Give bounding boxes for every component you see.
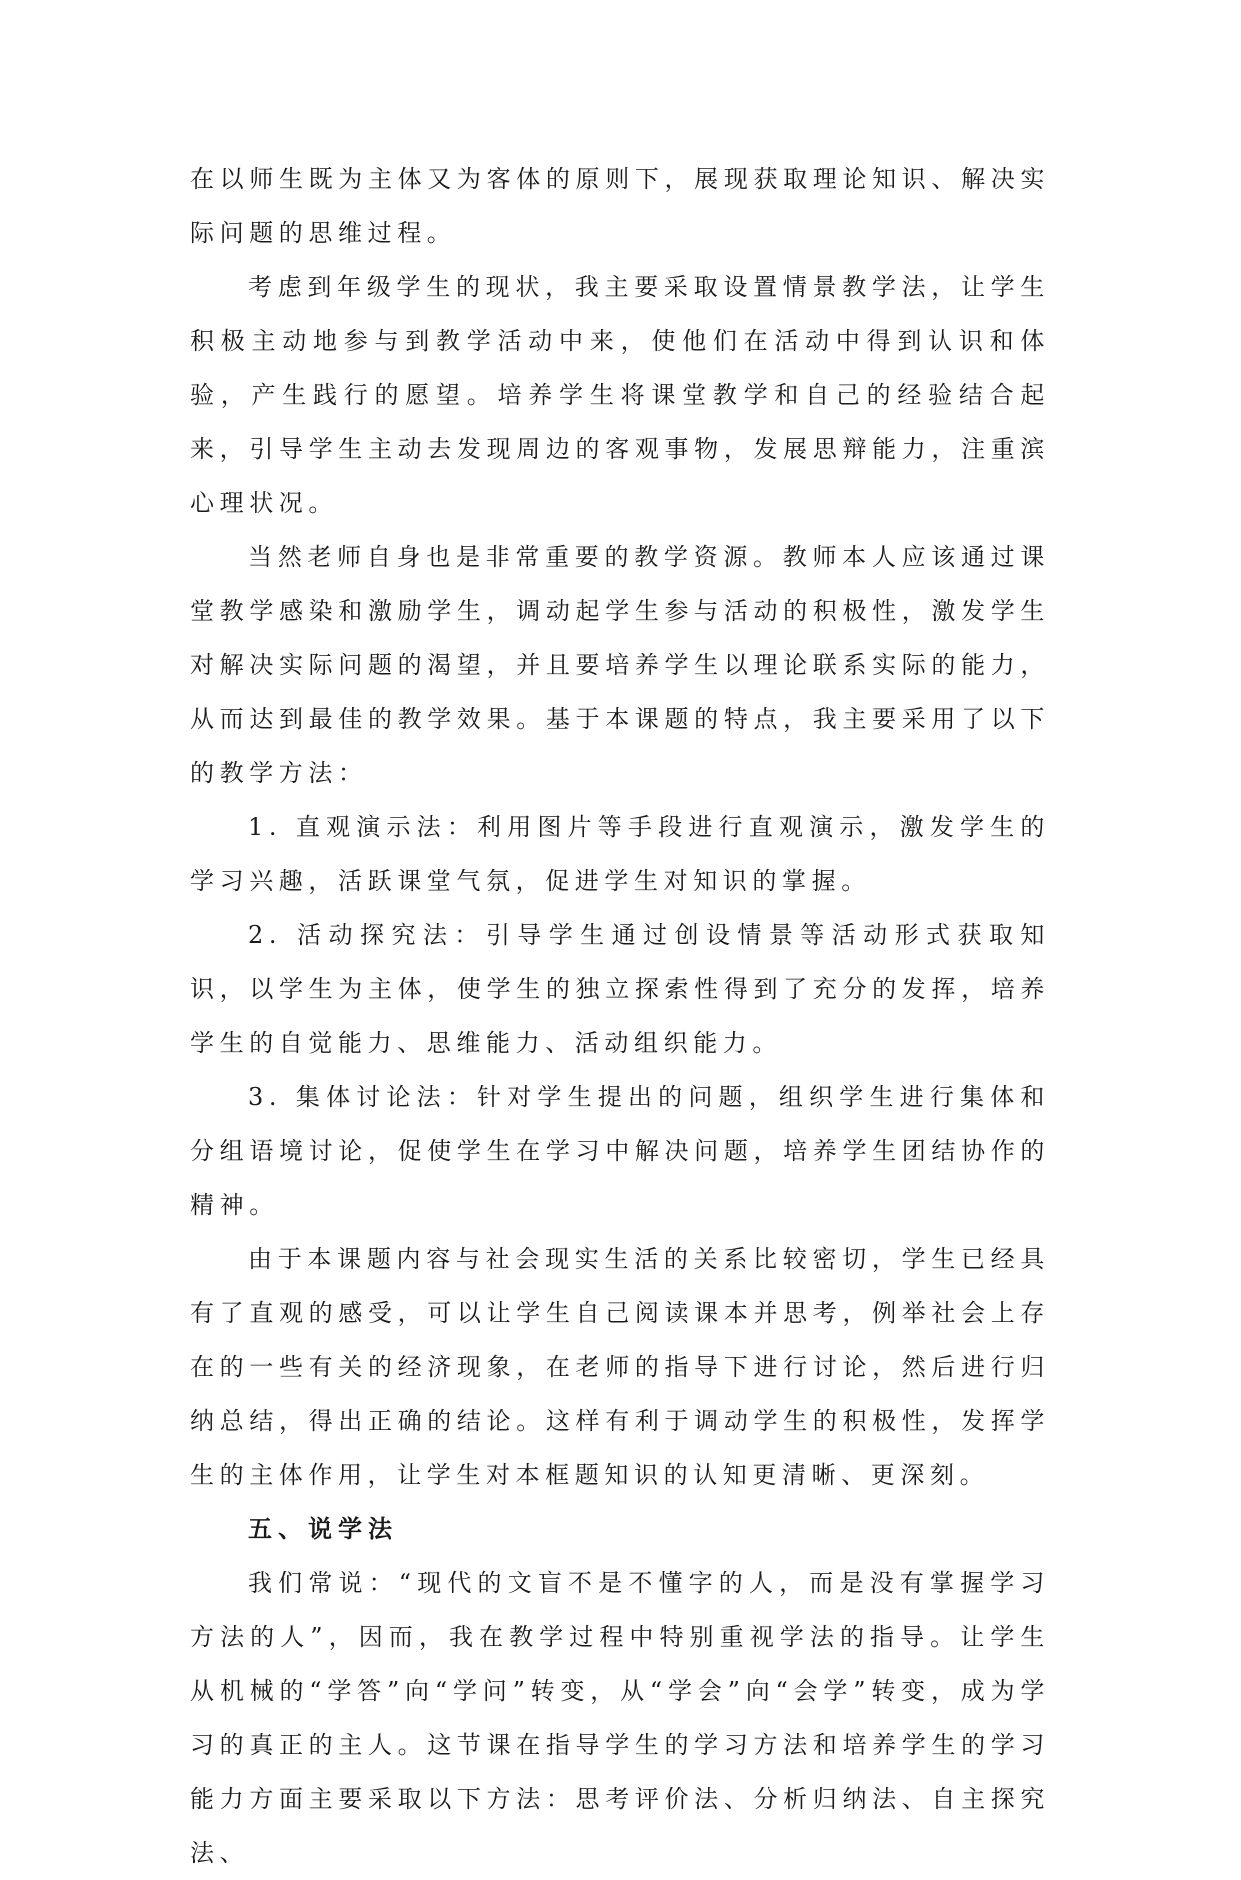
paragraph-continued: 在以师生既为主体又为客体的原则下，展现获取理论知识、解决实际问题的思维过程。: [190, 165, 1050, 247]
method-item-demonstration: 1. 直观演示法：利用图片等手段进行直观演示，激发学生的学习兴趣，活跃课堂气氛，促进学生对知识的掌握。: [190, 813, 1050, 895]
document-body: [190, 152, 1050, 1880]
paragraph-learning-methods: 我们常说：“现代的文盲不是不懂字的人，而是没有掌握学习方法的人”，因而，我在教学过程中特别重视学法的指导。让学生从机械的“学答”向“学问”转变，从“学会”向“会学”转变，成为学习的真正的主人。这节课在指导学生的学习方法和培养学生的学习能力方面主要采取以下方法：思考评价法、分析归纳法、自主探究法、: [190, 1569, 1050, 1867]
section-heading: 五、说学法: [248, 1515, 398, 1543]
method-item-activity-inquiry: 2. 活动探究法：引导学生通过创设情景等活动形式获取知识，以学生为主体，使学生的独立探索性得到了充分的发挥，培养学生的自觉能力、思维能力、活动组织能力。: [190, 921, 1050, 1057]
paragraph-student-status: 考虑到年级学生的现状，我主要采取设置情景教学法，让学生积极主动地参与到教学活动中来，使他们在活动中得到认识和体验，产生践行的愿望。培养学生将课堂教学和自己的经验结合起来，引导学生主动去发现周边的客观事物，发展思辩能力，注重滨心理状况。: [190, 273, 1050, 517]
paragraph-teacher-resource: 当然老师自身也是非常重要的教学资源。教师本人应该通过课堂教学感染和激励学生，调动起学生参与活动的积极性，激发学生对解决实际问题的渴望，并且要培养学生以理论联系实际的能力，从而达到最佳的教学效果。基于本课题的特点，我主要采用了以下的教学方法：: [190, 543, 1050, 787]
paragraph-social-reality: 由于本课题内容与社会现实生活的关系比较密切，学生已经具有了直观的感受，可以让学生自己阅读课本并思考，例举社会上存在的一些有关的经济现象，在老师的指导下进行讨论，然后进行归纳总结，得出正确的结论。这样有利于调动学生的积极性，发挥学生的主体作用，让学生对本框题知识的认知更清晰、更深刻。: [190, 1245, 1050, 1489]
method-item-group-discussion: 3. 集体讨论法：针对学生提出的问题，组织学生进行集体和分组语境讨论，促使学生在学习中解决问题，培养学生团结协作的精神。: [190, 1083, 1050, 1219]
